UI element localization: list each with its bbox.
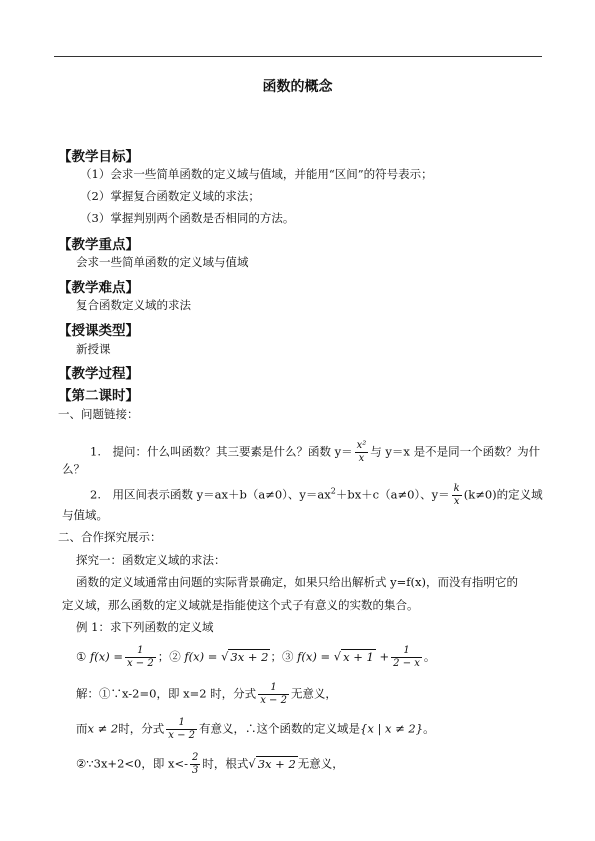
goal-item: （2）掌握复合函数定义域的求法；	[80, 189, 260, 203]
solution-line-3: ②∵3x+2<0，即 x<- $\frac{2}{3}$ 时，根式√ 3x + 2 无意义，	[76, 752, 344, 776]
section-key-points: 【教学重点】	[58, 237, 139, 253]
key-points-text: 会求一些简单函数的定义域与值域	[76, 255, 249, 269]
fraction: $\frac{1}{x - 2}$	[260, 682, 287, 706]
fraction: $\frac{1}{2 - x}$	[393, 645, 420, 669]
difficulties-text: 复合函数定义域的求法	[76, 298, 191, 312]
section-goals: 【教学目标】	[58, 149, 139, 165]
part1-heading: 一、问题链接：	[58, 407, 139, 421]
lesson-type-text: 新授课	[76, 342, 111, 356]
question-2: 2. 用区间表示函数 y＝ax＋b（a≠0）、$y=ax^2+bx+c(a\ne 0)$、y＝ $\frac{k}{x}$ (k≠0)的定义域	[90, 483, 543, 507]
example-title: 例 1：求下列函数的定义域	[76, 620, 214, 634]
question-1-cont: 么？	[62, 462, 85, 476]
goal-item: （1）会求一些简单函数的定义域与值域，并能用“区间”的符号表示；	[80, 167, 433, 181]
section-difficulties: 【教学难点】	[58, 280, 139, 296]
fraction: $\frac{2}{3}$	[192, 752, 199, 776]
part2-heading: 二、合作探究展示：	[58, 530, 162, 544]
paragraph: 函数的定义域通常由问题的实际背景确定，如果只给出解析式 y=f(x)，而没有指明它的	[76, 575, 518, 589]
section-second-class: 【第二课时】	[58, 388, 139, 404]
fraction: $\frac{k}{x}$	[453, 483, 460, 507]
section-lesson-type: 【授课类型】	[58, 323, 139, 339]
question-1: 1. 提问：什么叫函数？其三要素是什么？函数 y＝ $\frac{\text{x²}}{x}$ 与 y＝x 是不是同一个函数？为什	[90, 440, 541, 464]
paragraph: 定义域，那么函数的定义域就是指能使这个式子有意义的实数的集合。	[62, 598, 419, 612]
solution-line-2: 而x ≠ 2时，分式 $\frac{1}{x - 2}$ 有意义，∴这个函数的定义域是{x | x ≠ 2}。	[76, 717, 435, 741]
explore-1: 探究一：函数定义域的求法：	[76, 553, 226, 567]
fraction: $\frac{1}{x - 2}$	[168, 717, 195, 741]
page-title: 函数的概念	[262, 79, 333, 95]
fraction: $\frac{1}{x - 2}$	[126, 645, 154, 669]
section-process: 【教学过程】	[58, 366, 139, 382]
header-rule	[54, 56, 542, 57]
example-formulas: ① f(x) = $\frac{1}{x - 2}$ ；② f(x) = √ 3x + 2 ；③ f(x) = √ x + 1 + $\frac{1}{2 - x}$ 。	[76, 645, 436, 669]
solution-line-1: 解：①∵x-2=0，即 x=2 时，分式 $\frac{1}{x - 2}$ 无意义，	[76, 682, 337, 706]
goal-item: （3）掌握判别两个函数是否相同的方法。	[80, 211, 295, 225]
question-2-cont: 与值域。	[62, 508, 108, 522]
fraction: $\frac{\text{x²}}{x}$	[356, 440, 367, 464]
